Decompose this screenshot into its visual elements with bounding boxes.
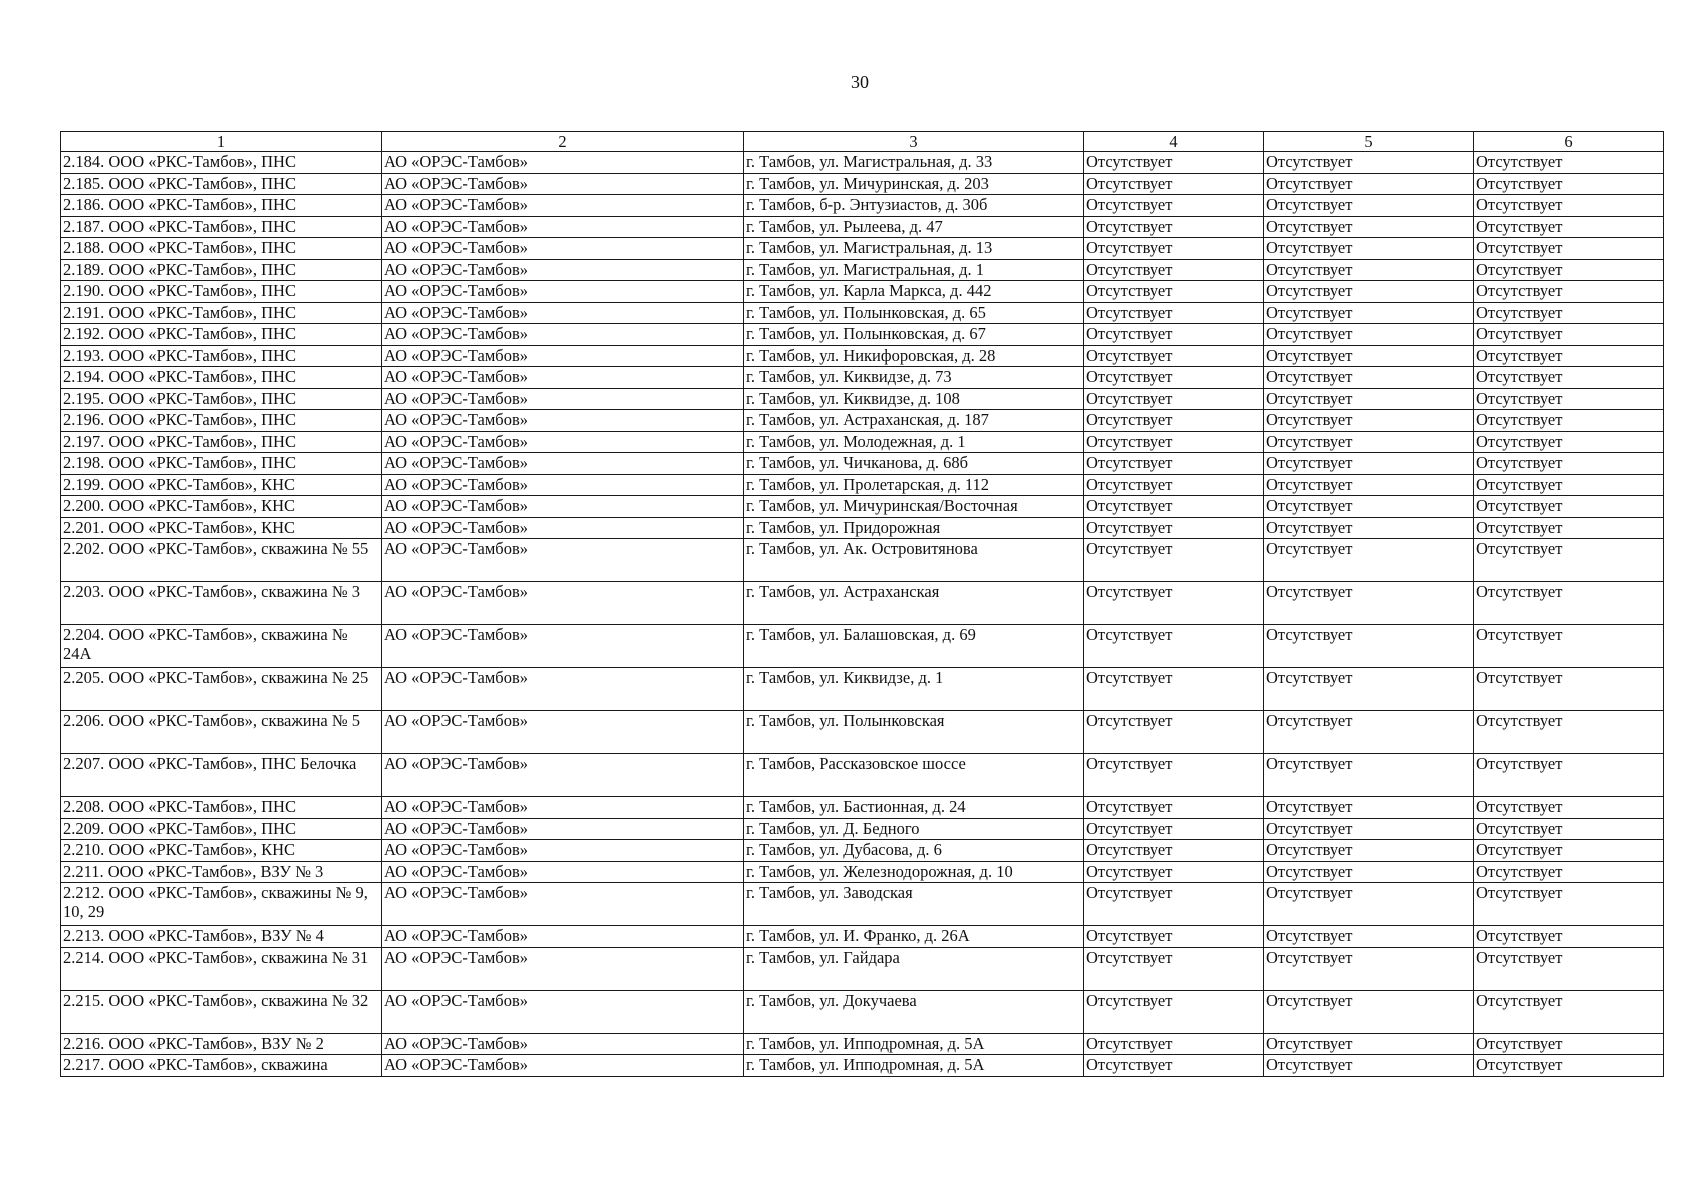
table-cell-col3: г. Тамбов, ул. Пролетарская, д. 112 — [744, 474, 1084, 496]
table-cell-col1: 2.210. ООО «РКС-Тамбов», КНС — [61, 840, 382, 862]
table-cell-col6: Отсутствует — [1474, 474, 1664, 496]
table-cell-col1: 2.189. ООО «РКС-Тамбов», ПНС — [61, 259, 382, 281]
table-row — [61, 388, 1664, 410]
table-row — [61, 216, 1664, 238]
table-cell-col3: г. Тамбов, ул. Чичканова, д. 68б — [744, 453, 1084, 475]
table-cell-col4: Отсутствует — [1084, 539, 1264, 582]
table-cell-col3: г. Тамбов, ул. Никифоровская, д. 28 — [744, 345, 1084, 367]
table-cell-col2: АО «ОРЭС-Тамбов» — [382, 410, 744, 432]
table-cell-col6: Отсутствует — [1474, 990, 1664, 1033]
table-cell-col4: Отсутствует — [1084, 388, 1264, 410]
table-cell-col2: АО «ОРЭС-Тамбов» — [382, 883, 744, 926]
table-cell-col4: Отсутствует — [1084, 883, 1264, 926]
table-cell-col3: г. Тамбов, ул. Астраханская, д. 187 — [744, 410, 1084, 432]
table-row — [61, 711, 1664, 754]
table-cell-col6: Отсутствует — [1474, 367, 1664, 389]
table-cell-col5: Отсутствует — [1264, 216, 1474, 238]
table-cell-col1: 2.184. ООО «РКС-Тамбов», ПНС — [61, 152, 382, 174]
table-cell-col2: АО «ОРЭС-Тамбов» — [382, 431, 744, 453]
table-cell-col2: АО «ОРЭС-Тамбов» — [382, 173, 744, 195]
table-cell-col4: Отсутствует — [1084, 216, 1264, 238]
table-cell-col4: Отсутствует — [1084, 818, 1264, 840]
table-cell-col5: Отсутствует — [1264, 625, 1474, 668]
table-cell-col6: Отсутствует — [1474, 281, 1664, 303]
table-cell-col1: 2.200. ООО «РКС-Тамбов», КНС — [61, 496, 382, 518]
table-cell-col1: 2.205. ООО «РКС-Тамбов», скважина № 25 — [61, 668, 382, 711]
table-cell-col2: АО «ОРЭС-Тамбов» — [382, 216, 744, 238]
table-cell-col3: г. Тамбов, ул. Мичуринская/Восточная — [744, 496, 1084, 518]
table-row — [61, 410, 1664, 432]
table-cell-col4: Отсутствует — [1084, 173, 1264, 195]
table-row — [61, 152, 1664, 174]
table-cell-col3: г. Тамбов, ул. Киквидзе, д. 1 — [744, 668, 1084, 711]
table-cell-col3: г. Тамбов, ул. Полынковская — [744, 711, 1084, 754]
table-row — [61, 1033, 1664, 1055]
table-cell-col4: Отсутствует — [1084, 281, 1264, 303]
table-cell-col1: 2.208. ООО «РКС-Тамбов», ПНС — [61, 797, 382, 819]
table-row — [61, 582, 1664, 625]
table-cell-col2: АО «ОРЭС-Тамбов» — [382, 990, 744, 1033]
table-row — [61, 926, 1664, 948]
table-row — [61, 1055, 1664, 1077]
table-cell-col4: Отсутствует — [1084, 410, 1264, 432]
table-cell-col5: Отсутствует — [1264, 367, 1474, 389]
table-cell-col3: г. Тамбов, ул. Дубасова, д. 6 — [744, 840, 1084, 862]
table-cell-col1: 2.196. ООО «РКС-Тамбов», ПНС — [61, 410, 382, 432]
column-header: 6 — [1474, 132, 1664, 152]
table-cell-col4: Отсутствует — [1084, 259, 1264, 281]
table-cell-col3: г. Тамбов, ул. Мичуринская, д. 203 — [744, 173, 1084, 195]
table-row — [61, 259, 1664, 281]
table-cell-col3: г. Тамбов, ул. Карла Маркса, д. 442 — [744, 281, 1084, 303]
table-cell-col4: Отсутствует — [1084, 754, 1264, 797]
table-cell-col3: г. Тамбов, ул. Магистральная, д. 1 — [744, 259, 1084, 281]
table-cell-col6: Отсутствует — [1474, 947, 1664, 990]
table-cell-col1: 2.214. ООО «РКС-Тамбов», скважина № 31 — [61, 947, 382, 990]
table-cell-col6: Отсутствует — [1474, 453, 1664, 475]
table-cell-col2: АО «ОРЭС-Тамбов» — [382, 474, 744, 496]
table-cell-col5: Отсутствует — [1264, 431, 1474, 453]
table-cell-col1: 2.194. ООО «РКС-Тамбов», ПНС — [61, 367, 382, 389]
table-cell-col1: 2.198. ООО «РКС-Тамбов», ПНС — [61, 453, 382, 475]
table-row — [61, 754, 1664, 797]
table-row — [61, 474, 1664, 496]
table-cell-col3: г. Тамбов, ул. Ак. Островитянова — [744, 539, 1084, 582]
table-cell-col5: Отсутствует — [1264, 173, 1474, 195]
table-cell-col3: г. Тамбов, ул. Магистральная, д. 13 — [744, 238, 1084, 260]
table-cell-col1: 2.190. ООО «РКС-Тамбов», ПНС — [61, 281, 382, 303]
table-row — [61, 496, 1664, 518]
table-cell-col4: Отсутствует — [1084, 990, 1264, 1033]
column-header: 3 — [744, 132, 1084, 152]
table-cell-col5: Отсутствует — [1264, 324, 1474, 346]
table-cell-col4: Отсутствует — [1084, 582, 1264, 625]
table-cell-col1: 2.197. ООО «РКС-Тамбов», ПНС — [61, 431, 382, 453]
table-cell-col2: АО «ОРЭС-Тамбов» — [382, 754, 744, 797]
table-cell-col3: г. Тамбов, ул. Магистральная, д. 33 — [744, 152, 1084, 174]
table-cell-col5: Отсутствует — [1264, 818, 1474, 840]
table-cell-col4: Отсутствует — [1084, 625, 1264, 668]
table-cell-col3: г. Тамбов, ул. Докучаева — [744, 990, 1084, 1033]
table-cell-col6: Отсутствует — [1474, 195, 1664, 217]
table-cell-col2: АО «ОРЭС-Тамбов» — [382, 818, 744, 840]
table-cell-col5: Отсутствует — [1264, 861, 1474, 883]
table-cell-col1: 2.216. ООО «РКС-Тамбов», ВЗУ № 2 — [61, 1033, 382, 1055]
table-cell-col2: АО «ОРЭС-Тамбов» — [382, 517, 744, 539]
table-cell-col4: Отсутствует — [1084, 324, 1264, 346]
table-cell-col3: г. Тамбов, ул. Придорожная — [744, 517, 1084, 539]
table-cell-col3: г. Тамбов, ул. Заводская — [744, 883, 1084, 926]
table-cell-col6: Отсутствует — [1474, 1033, 1664, 1055]
table-cell-col1: 2.192. ООО «РКС-Тамбов», ПНС — [61, 324, 382, 346]
table-cell-col2: АО «ОРЭС-Тамбов» — [382, 840, 744, 862]
table-cell-col3: г. Тамбов, ул. Молодежная, д. 1 — [744, 431, 1084, 453]
table-cell-col2: АО «ОРЭС-Тамбов» — [382, 345, 744, 367]
table-cell-col6: Отсутствует — [1474, 431, 1664, 453]
table-cell-col5: Отсутствует — [1264, 453, 1474, 475]
table-cell-col4: Отсутствует — [1084, 926, 1264, 948]
table-cell-col5: Отсутствует — [1264, 711, 1474, 754]
table-cell-col4: Отсутствует — [1084, 152, 1264, 174]
table-cell-col2: АО «ОРЭС-Тамбов» — [382, 1055, 744, 1077]
table-cell-col5: Отсутствует — [1264, 302, 1474, 324]
table-cell-col3: г. Тамбов, Рассказовское шоссе — [744, 754, 1084, 797]
table-cell-col6: Отсутствует — [1474, 926, 1664, 948]
table-cell-col5: Отсутствует — [1264, 259, 1474, 281]
table-cell-col6: Отсутствует — [1474, 259, 1664, 281]
table-row — [61, 818, 1664, 840]
table-cell-col1: 2.211. ООО «РКС-Тамбов», ВЗУ № 3 — [61, 861, 382, 883]
table-row — [61, 668, 1664, 711]
column-header: 1 — [61, 132, 382, 152]
table-cell-col1: 2.193. ООО «РКС-Тамбов», ПНС — [61, 345, 382, 367]
table-row — [61, 302, 1664, 324]
table-cell-col3: г. Тамбов, ул. Ипподромная, д. 5А — [744, 1055, 1084, 1077]
table-cell-col5: Отсутствует — [1264, 1055, 1474, 1077]
table-cell-col1: 2.191. ООО «РКС-Тамбов», ПНС — [61, 302, 382, 324]
table-cell-col6: Отсутствует — [1474, 345, 1664, 367]
table-cell-col6: Отсутствует — [1474, 711, 1664, 754]
table-cell-col2: АО «ОРЭС-Тамбов» — [382, 302, 744, 324]
table-cell-col5: Отсутствует — [1264, 152, 1474, 174]
data-table — [60, 131, 1664, 1077]
table-cell-col4: Отсутствует — [1084, 195, 1264, 217]
table-cell-col4: Отсутствует — [1084, 517, 1264, 539]
table-cell-col6: Отсутствует — [1474, 539, 1664, 582]
table-row — [61, 367, 1664, 389]
table-cell-col4: Отсутствует — [1084, 711, 1264, 754]
table-cell-col5: Отсутствует — [1264, 345, 1474, 367]
table-row — [61, 883, 1664, 926]
table-cell-col4: Отсутствует — [1084, 668, 1264, 711]
table-cell-col1: 2.209. ООО «РКС-Тамбов», ПНС — [61, 818, 382, 840]
table-cell-col3: г. Тамбов, ул. Балашовская, д. 69 — [744, 625, 1084, 668]
table-cell-col1: 2.186. ООО «РКС-Тамбов», ПНС — [61, 195, 382, 217]
table-cell-col5: Отсутствует — [1264, 926, 1474, 948]
table-cell-col4: Отсутствует — [1084, 496, 1264, 518]
table-cell-col6: Отсутствует — [1474, 324, 1664, 346]
table-cell-col6: Отсутствует — [1474, 238, 1664, 260]
table-cell-col2: АО «ОРЭС-Тамбов» — [382, 797, 744, 819]
table-row — [61, 840, 1664, 862]
table-cell-col1: 2.217. ООО «РКС-Тамбов», скважина — [61, 1055, 382, 1077]
table-cell-col6: Отсутствует — [1474, 625, 1664, 668]
table-cell-col5: Отсутствует — [1264, 474, 1474, 496]
table-cell-col1: 2.199. ООО «РКС-Тамбов», КНС — [61, 474, 382, 496]
table-cell-col1: 2.215. ООО «РКС-Тамбов», скважина № 32 — [61, 990, 382, 1033]
table-cell-col6: Отсутствует — [1474, 582, 1664, 625]
table-cell-col6: Отсутствует — [1474, 861, 1664, 883]
header-row — [61, 132, 1664, 152]
table-cell-col5: Отсутствует — [1264, 1033, 1474, 1055]
table-cell-col6: Отсутствует — [1474, 797, 1664, 819]
table-cell-col5: Отсутствует — [1264, 582, 1474, 625]
table-cell-col2: АО «ОРЭС-Тамбов» — [382, 861, 744, 883]
table-cell-col2: АО «ОРЭС-Тамбов» — [382, 711, 744, 754]
table-cell-col4: Отсутствует — [1084, 345, 1264, 367]
table-row — [61, 173, 1664, 195]
table-row — [61, 281, 1664, 303]
table-row — [61, 345, 1664, 367]
table-cell-col1: 2.203. ООО «РКС-Тамбов», скважина № 3 — [61, 582, 382, 625]
table-cell-col6: Отсутствует — [1474, 388, 1664, 410]
table-cell-col1: 2.202. ООО «РКС-Тамбов», скважина № 55 — [61, 539, 382, 582]
table-cell-col4: Отсутствует — [1084, 431, 1264, 453]
table-cell-col6: Отсутствует — [1474, 173, 1664, 195]
table-cell-col5: Отсутствует — [1264, 388, 1474, 410]
table-cell-col5: Отсутствует — [1264, 990, 1474, 1033]
table-cell-col2: АО «ОРЭС-Тамбов» — [382, 453, 744, 475]
table-cell-col4: Отсутствует — [1084, 797, 1264, 819]
table-cell-col6: Отсутствует — [1474, 668, 1664, 711]
column-header: 4 — [1084, 132, 1264, 152]
table-cell-col6: Отсутствует — [1474, 496, 1664, 518]
table-cell-col6: Отсутствует — [1474, 302, 1664, 324]
table-cell-col3: г. Тамбов, ул. И. Франко, д. 26А — [744, 926, 1084, 948]
table-cell-col4: Отсутствует — [1084, 861, 1264, 883]
table-row — [61, 861, 1664, 883]
table-cell-col6: Отсутствует — [1474, 1055, 1664, 1077]
table-cell-col4: Отсутствует — [1084, 1055, 1264, 1077]
table-cell-col4: Отсутствует — [1084, 238, 1264, 260]
table-cell-col4: Отсутствует — [1084, 302, 1264, 324]
table-cell-col6: Отсутствует — [1474, 410, 1664, 432]
table-cell-col3: г. Тамбов, б-р. Энтузиастов, д. 30б — [744, 195, 1084, 217]
table-cell-col6: Отсутствует — [1474, 883, 1664, 926]
table-cell-col1: 2.204. ООО «РКС-Тамбов», скважина № 24А — [61, 625, 382, 668]
table-row — [61, 238, 1664, 260]
table-cell-col1: 2.212. ООО «РКС-Тамбов», скважины № 9, 10, 29 — [61, 883, 382, 926]
table-cell-col6: Отсутствует — [1474, 216, 1664, 238]
table-cell-col2: АО «ОРЭС-Тамбов» — [382, 926, 744, 948]
table-cell-col5: Отсутствует — [1264, 883, 1474, 926]
table-cell-col4: Отсутствует — [1084, 453, 1264, 475]
table-cell-col4: Отсутствует — [1084, 474, 1264, 496]
table-cell-col3: г. Тамбов, ул. Астраханская — [744, 582, 1084, 625]
table-cell-col4: Отсутствует — [1084, 367, 1264, 389]
table-cell-col3: г. Тамбов, ул. Гайдара — [744, 947, 1084, 990]
table-cell-col2: АО «ОРЭС-Тамбов» — [382, 947, 744, 990]
table-cell-col3: г. Тамбов, ул. Полынковская, д. 67 — [744, 324, 1084, 346]
table-cell-col1: 2.206. ООО «РКС-Тамбов», скважина № 5 — [61, 711, 382, 754]
table-cell-col2: АО «ОРЭС-Тамбов» — [382, 582, 744, 625]
table-cell-col3: г. Тамбов, ул. Полынковская, д. 65 — [744, 302, 1084, 324]
table-cell-col5: Отсутствует — [1264, 947, 1474, 990]
table-cell-col2: АО «ОРЭС-Тамбов» — [382, 668, 744, 711]
table-row — [61, 539, 1664, 582]
table-cell-col1: 2.188. ООО «РКС-Тамбов», ПНС — [61, 238, 382, 260]
table-cell-col2: АО «ОРЭС-Тамбов» — [382, 625, 744, 668]
table-cell-col2: АО «ОРЭС-Тамбов» — [382, 539, 744, 582]
table-cell-col1: 2.187. ООО «РКС-Тамбов», ПНС — [61, 216, 382, 238]
table-cell-col5: Отсутствует — [1264, 496, 1474, 518]
table-cell-col3: г. Тамбов, ул. Железнодорожная, д. 10 — [744, 861, 1084, 883]
table-cell-col1: 2.185. ООО «РКС-Тамбов», ПНС — [61, 173, 382, 195]
table-row — [61, 797, 1664, 819]
table-cell-col1: 2.207. ООО «РКС-Тамбов», ПНС Белочка — [61, 754, 382, 797]
table-cell-col2: АО «ОРЭС-Тамбов» — [382, 259, 744, 281]
table-cell-col5: Отсутствует — [1264, 195, 1474, 217]
page-number: 30 — [851, 72, 869, 92]
table-cell-col5: Отсутствует — [1264, 754, 1474, 797]
table-cell-col5: Отсутствует — [1264, 668, 1474, 711]
table-cell-col5: Отсутствует — [1264, 410, 1474, 432]
table-cell-col2: АО «ОРЭС-Тамбов» — [382, 324, 744, 346]
column-header: 2 — [382, 132, 744, 152]
table-row — [61, 625, 1664, 668]
table-cell-col3: г. Тамбов, ул. Киквидзе, д. 108 — [744, 388, 1084, 410]
table-cell-col4: Отсутствует — [1084, 947, 1264, 990]
table-cell-col6: Отсутствует — [1474, 754, 1664, 797]
table-cell-col5: Отсутствует — [1264, 517, 1474, 539]
table-cell-col2: АО «ОРЭС-Тамбов» — [382, 195, 744, 217]
table-cell-col5: Отсутствует — [1264, 840, 1474, 862]
table-row — [61, 947, 1664, 990]
table-row — [61, 453, 1664, 475]
column-header: 5 — [1264, 132, 1474, 152]
table-cell-col6: Отсутствует — [1474, 818, 1664, 840]
table-cell-col2: АО «ОРЭС-Тамбов» — [382, 1033, 744, 1055]
table-cell-col5: Отсутствует — [1264, 539, 1474, 582]
table-cell-col3: г. Тамбов, ул. Ипподромная, д. 5А — [744, 1033, 1084, 1055]
table-cell-col6: Отсутствует — [1474, 840, 1664, 862]
table-cell-col2: АО «ОРЭС-Тамбов» — [382, 367, 744, 389]
table-cell-col2: АО «ОРЭС-Тамбов» — [382, 496, 744, 518]
table-row — [61, 195, 1664, 217]
table-row — [61, 517, 1664, 539]
table-cell-col6: Отсутствует — [1474, 152, 1664, 174]
table-cell-col2: АО «ОРЭС-Тамбов» — [382, 388, 744, 410]
table-cell-col2: АО «ОРЭС-Тамбов» — [382, 281, 744, 303]
table-cell-col6: Отсутствует — [1474, 517, 1664, 539]
table-cell-col3: г. Тамбов, ул. Рылеева, д. 47 — [744, 216, 1084, 238]
table-row — [61, 990, 1664, 1033]
table-cell-col3: г. Тамбов, ул. Киквидзе, д. 73 — [744, 367, 1084, 389]
table-cell-col2: АО «ОРЭС-Тамбов» — [382, 238, 744, 260]
table-cell-col3: г. Тамбов, ул. Д. Бедного — [744, 818, 1084, 840]
table-cell-col1: 2.213. ООО «РКС-Тамбов», ВЗУ № 4 — [61, 926, 382, 948]
table-cell-col5: Отсутствует — [1264, 238, 1474, 260]
table-cell-col3: г. Тамбов, ул. Бастионная, д. 24 — [744, 797, 1084, 819]
table-cell-col4: Отсутствует — [1084, 1033, 1264, 1055]
table-cell-col1: 2.195. ООО «РКС-Тамбов», ПНС — [61, 388, 382, 410]
table-cell-col5: Отсутствует — [1264, 281, 1474, 303]
table-cell-col4: Отсутствует — [1084, 840, 1264, 862]
table-row — [61, 324, 1664, 346]
table-row — [61, 431, 1664, 453]
table-cell-col1: 2.201. ООО «РКС-Тамбов», КНС — [61, 517, 382, 539]
table-cell-col2: АО «ОРЭС-Тамбов» — [382, 152, 744, 174]
table-cell-col5: Отсутствует — [1264, 797, 1474, 819]
